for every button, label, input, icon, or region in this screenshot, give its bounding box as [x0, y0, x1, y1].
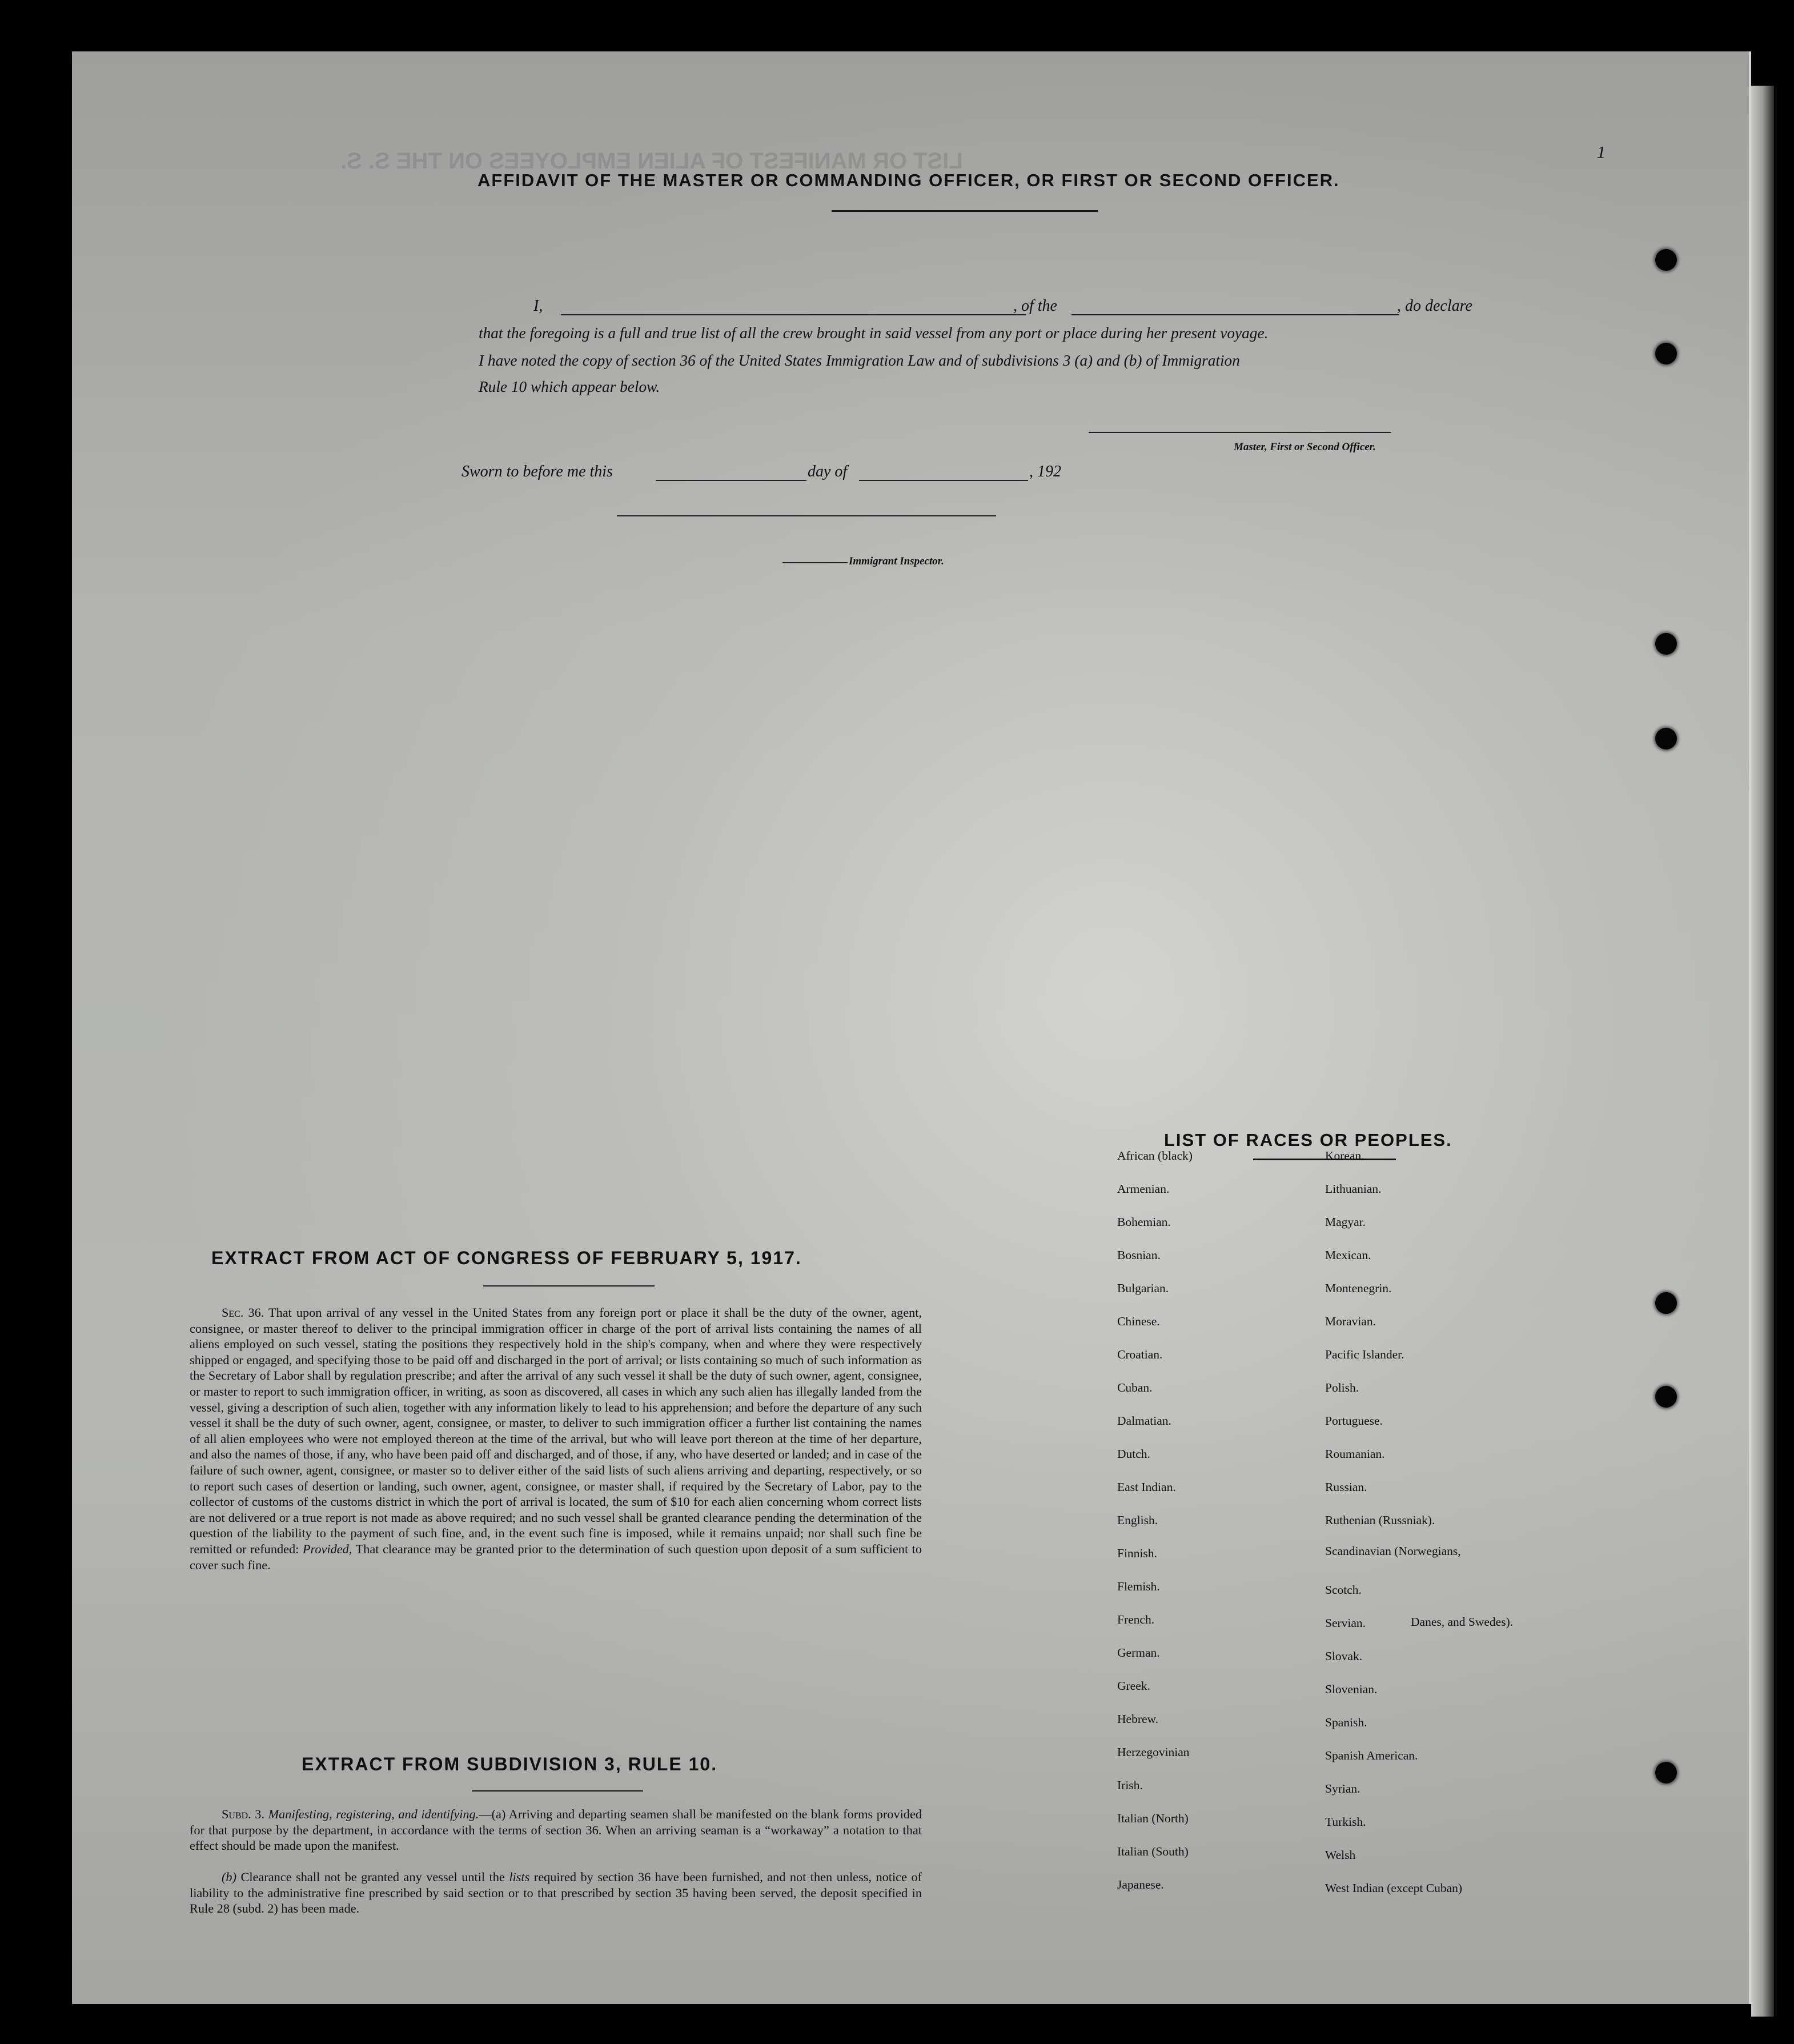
page-mark: 1	[1597, 143, 1606, 162]
race-left-item: German.	[1117, 1646, 1160, 1660]
punch-hole	[1655, 1292, 1677, 1314]
vessel-blank	[1071, 314, 1399, 315]
race-right-item: Montenegrin.	[1325, 1281, 1392, 1295]
race-right-item: Russian.	[1325, 1480, 1367, 1494]
race-right-item: Servian.	[1325, 1616, 1366, 1630]
race-right-item: Spanish.	[1325, 1716, 1367, 1729]
race-right-item: Ruthenian (Russniak).	[1325, 1513, 1435, 1527]
sworn-day-blank	[656, 480, 806, 481]
race-left-item: Armenian.	[1117, 1182, 1170, 1196]
proviso-text: That clearance may be granted prior to the determination of such question upon deposit of a sum sufficient to cover such fine.	[190, 1541, 922, 1572]
punch-hole	[1655, 728, 1677, 750]
race-right-item: Slovenian.	[1325, 1682, 1378, 1696]
name-blank	[561, 314, 1026, 315]
race-left-item: Bulgarian.	[1117, 1281, 1169, 1295]
extract-rule-title: EXTRACT FROM SUBDIVISION 3, RULE 10.	[302, 1754, 718, 1774]
race-right-item: Moravian.	[1325, 1314, 1376, 1328]
signature-line	[1089, 432, 1391, 433]
race-right-item: Slovak.	[1325, 1649, 1363, 1663]
document-page	[72, 51, 1751, 2004]
race-right-item: Mexican.	[1325, 1248, 1371, 1262]
subd-heading: Manifesting, registering, and identifying.	[268, 1807, 479, 1821]
proviso-label: Provided,	[302, 1541, 352, 1556]
races-title: LIST OF RACES OR PEOPLES.	[1164, 1130, 1452, 1150]
jurat-signature-line	[617, 515, 996, 516]
race-left-item: Herzegovinian	[1117, 1745, 1190, 1759]
sec-label: Sec. 36.	[222, 1305, 264, 1320]
affidavit-of-the: , of the	[1013, 297, 1057, 315]
race-left-item: Dalmatian.	[1117, 1414, 1171, 1428]
race-right-item: Welsh	[1325, 1848, 1356, 1862]
race-right-item: Syrian.	[1325, 1782, 1360, 1795]
punch-hole	[1655, 633, 1677, 655]
page-edge	[1751, 86, 1774, 2017]
race-left-item: Japanese.	[1117, 1878, 1164, 1891]
section-36-text	[190, 1305, 922, 1573]
para-b-2: required by section 36 have been furnished, and not then unless, notice of liability to the administrative fine prescribed by said section or to that prescribed by section 35 having been served, the deposit specified in Rule 28 (subd. 2) has been made.	[190, 1870, 922, 1916]
race-right-item: West Indian (except Cuban)	[1325, 1881, 1463, 1895]
para-b-label: (b)	[222, 1870, 236, 1884]
race-left-item: Italian (North)	[1117, 1811, 1189, 1825]
race-left-item: Bosnian.	[1117, 1248, 1161, 1262]
extract-act-underline	[483, 1285, 655, 1286]
race-left-item: African (black)	[1117, 1149, 1193, 1163]
para-b-lists: lists	[509, 1870, 530, 1884]
affidavit-line-3: I have noted the copy of section 36 of the United States Immigration Law and of subdivisions 3 (a) and (b) of Immigration	[479, 352, 1240, 369]
race-left-item: Cuban.	[1117, 1381, 1153, 1394]
bleed-through: LIST OR MANIFEST OF ALIEN EMPLOYEES ON THE S. S.	[340, 149, 963, 174]
race-left-item: Dutch.	[1117, 1447, 1150, 1461]
title-underline	[832, 210, 1098, 212]
punch-hole	[1655, 249, 1677, 271]
race-right-item: Polish.	[1325, 1381, 1359, 1394]
race-left-item: Italian (South)	[1117, 1845, 1189, 1858]
sec-body: That upon arrival of any vessel in the United States from any foreign port or place it shall be the duty of the owner, agent, consignee, or master thereof to deliver to the principal immigration officer in charge of the port of arrival lists containing the names of all aliens employed on such vessel, stating the positions they respectively hold in the ship's company, when and where they were respectively shipped or engaged, and specifying those to be paid off and discharged in the port of arrival; or lists containing so much of such information as the Secretary of Labor shall by regulation prescribe; and after the arrival of any such vessel it shall be the duty of such owner, agent, consignee, or master to report to such immigration officer, in writing, as soon as discovered, all cases in which any such alien has illegally landed from the vessel, giving a description of such alien, together with any information likely to lead to his apprehension; and before the departure of any such vessel it shall be the duty of such owner, agent, consignee, or master, to deliver to such immigration officer a further list containing the names of all alien employees who were not employed thereon at the time of the arrival, but who will leave port thereon at the time of her departure, and also the names of those, if any, who have been paid off and discharged, and of those, if any, who have deserted or landed; and in case of the failure of such owner, agent, consignee, or master so to deliver either of the said lists of such aliens arriving and departing, respectively, or so to report such cases of desertion or landing, such owner, agent, consignee, or master shall, if required by the Secretary of Labor, pay to the collector of customs of the customs district in which the port of arrival is located, the sum of $10 for each alien concerning whom correct lists are not delivered or a true report is not made as above required; and no such vessel shall be granted clearance pending the determination of the question of the liability to the payment of such fine, and, in the event such fine is imposed, while it remains unpaid; nor shall such fine be remitted or refunded:	[190, 1305, 922, 1556]
subdivision-3-text	[190, 1806, 922, 1854]
race-right-item: Pacific Islander.	[1325, 1348, 1404, 1361]
race-continuation: Danes, and Swedes).	[1411, 1615, 1514, 1629]
race-right-item: Lithuanian.	[1325, 1182, 1382, 1196]
race-right-item: Korean.	[1325, 1149, 1364, 1163]
signature-caption: Master, First or Second Officer.	[1234, 441, 1376, 453]
sworn-prefix: Sworn to before me this	[461, 463, 613, 480]
race-left-item: Croatian.	[1117, 1348, 1163, 1361]
subd-label: Subd. 3.	[222, 1807, 265, 1821]
race-right-item: Magyar.	[1325, 1215, 1366, 1229]
race-right-item: Turkish.	[1325, 1815, 1366, 1829]
affidavit-title: AFFIDAVIT OF THE MASTER OR COMMANDING OFFICER, OR FIRST OR SECOND OFFICER.	[477, 170, 1340, 190]
race-left-item: French.	[1117, 1613, 1155, 1626]
race-left-item: Finnish.	[1117, 1546, 1157, 1560]
race-right-item: Roumanian.	[1325, 1447, 1385, 1461]
affidavit-do-declare: , do declare	[1397, 297, 1472, 315]
races-underline	[1253, 1159, 1396, 1160]
race-left-item: East Indian.	[1117, 1480, 1176, 1494]
race-left-item: Greek.	[1117, 1679, 1150, 1693]
para-b-1: Clearance shall not be granted any vessel until the	[240, 1870, 505, 1884]
race-left-item: Hebrew.	[1117, 1712, 1159, 1726]
race-left-item: Chinese.	[1117, 1314, 1160, 1328]
punch-hole	[1655, 343, 1677, 364]
punch-hole	[1655, 1386, 1677, 1408]
affidavit-line-2: that the foregoing is a full and true list of all the crew brought in said vessel from any port or place during her present voyage.	[479, 324, 1269, 342]
race-right-item: Scandinavian (Norwegians,	[1325, 1544, 1461, 1558]
affidavit-line-4: Rule 10 which appear below.	[479, 378, 660, 395]
extract-act-title: EXTRACT FROM ACT OF CONGRESS OF FEBRUARY 5, 1917.	[211, 1248, 802, 1268]
race-left-item: Flemish.	[1117, 1580, 1160, 1593]
punch-hole	[1655, 1762, 1677, 1784]
affidavit-i: I,	[533, 297, 543, 315]
inspector-caption: Immigrant Inspector.	[849, 555, 944, 567]
race-left-item: Irish.	[1117, 1778, 1143, 1792]
subd-para-a: —(a) Arriving and departing seamen shall be manifested on the blank forms provided for that purpose by the department, in accordance with the terms of section 36. When an arriving seaman is a “workaway” a notation to that effect should be made upon the manifest.	[190, 1807, 922, 1853]
sworn-month-blank	[859, 480, 1028, 481]
race-left-item: English.	[1117, 1513, 1158, 1527]
race-right-item: Scotch.	[1325, 1583, 1362, 1597]
sworn-day-of: day of	[808, 463, 848, 480]
sworn-year: , 192	[1029, 463, 1061, 480]
race-right-item: Spanish American.	[1325, 1749, 1418, 1762]
extract-rule-underline	[472, 1790, 643, 1791]
subdivision-3b-text	[190, 1869, 922, 1917]
race-left-item: Bohemian.	[1117, 1215, 1171, 1229]
inspector-short-line	[782, 562, 848, 563]
race-right-item: Portuguese.	[1325, 1414, 1383, 1428]
